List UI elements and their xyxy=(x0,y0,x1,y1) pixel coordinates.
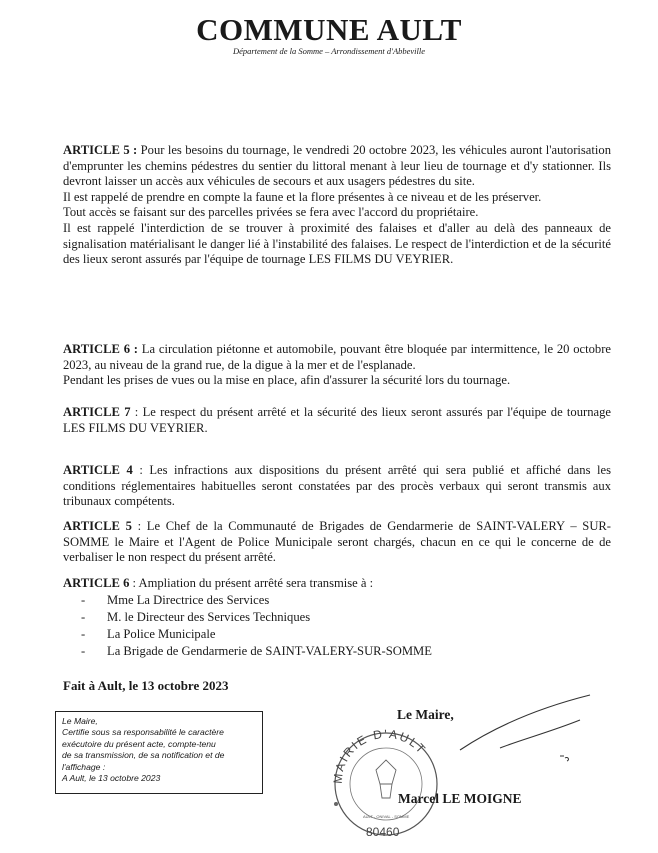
article-block xyxy=(63,463,611,510)
list-item: - Mme La Directrice des Services xyxy=(81,592,270,607)
article-block xyxy=(63,405,611,436)
article-block xyxy=(63,576,611,660)
article-paragraph: ARTICLE 7 : Le respect du présent arrêté et la sécurité des lieux seront assurés par l'équipe de tournage LES FILMS DU VEYRIER. xyxy=(63,405,611,435)
fait-a-date: Fait à Ault, le 13 octobre 2023 xyxy=(63,678,229,693)
article-paragraph: Il est rappelé l'interdiction de se trouver à proximité des falaises et d'aller au delà des panneaux de signalisation matérialisant le danger lié à l'instabilité des falaises. Le respect de l'interdiction et de la sécurité des lieux seront assurés par l'équipe de tournage LES FILMS DU VEYRIER. xyxy=(63,220,611,267)
article-label: ARTICLE 4 xyxy=(63,463,133,477)
seal-text-top: MAIRIE D'AULT xyxy=(330,726,430,785)
article-paragraph: Tout accès se faisant sur des parcelles privées se fera avec l'accord du propriétaire. xyxy=(63,205,479,220)
article-block xyxy=(63,342,611,389)
article-paragraph: ARTICLE 6 : Ampliation du présent arrêté sera transmise à : xyxy=(63,576,374,590)
article-label: ARTICLE 5 xyxy=(63,519,132,533)
article-label: ARTICLE 6 : xyxy=(63,342,138,356)
article-label: ARTICLE 6 xyxy=(63,576,130,590)
certification-line: A Ault, le 13 octobre 2023 xyxy=(62,773,161,784)
certification-line: Le Maire, xyxy=(62,716,98,726)
article-label: ARTICLE 5 : xyxy=(63,143,138,157)
mayor-name: Marcel LE MOIGNE xyxy=(398,791,522,806)
certification-line: Certifie sous sa responsabilité le caractère xyxy=(62,727,224,738)
certification-box xyxy=(55,711,263,794)
list-item: - La Police Municipale xyxy=(81,626,216,641)
article-paragraph: ARTICLE 4 : Les infractions aux dispositions du présent arrêté qui sera publié et affiché dans les conditions réglementaires habituelles seront constatées par des procès verbaux qui seront transmis aux tribunaux compétents. xyxy=(63,463,611,509)
article-label: ARTICLE 7 xyxy=(63,405,131,419)
mayor-label: Le Maire, xyxy=(397,707,454,722)
article-block xyxy=(63,143,611,268)
article-paragraph: Il est rappelé de prendre en compte la faune et la flore présentes à ce niveau et de les préserver. xyxy=(63,189,542,204)
article-paragraph: Pendant les prises de vues ou la mise en place, afin d'assurer la sécurité lors du tournage. xyxy=(63,373,511,388)
mairie-seal-stamp xyxy=(328,722,443,840)
commune-title: COMMUNE AULT xyxy=(196,12,462,47)
article-paragraph: ARTICLE 5 : Pour les besoins du tournage, le vendredi 20 octobre 2023, les véhicules auront l'autorisation d'emprunter les chemins pédestres du sentier du littoral menant à leur lieu de tournage et d'y stationner. Ils devront laisser un accès aux véhicules de secours et aux usagers pédestres du site. xyxy=(63,143,611,189)
seal-text-bottom: 80460 xyxy=(366,825,400,839)
certification-line: de sa transmission, de sa notification et de xyxy=(62,750,225,761)
certification-line: exécutoire du présent acte, compte-tenu xyxy=(62,738,216,749)
list-item: - La Brigade de Gendarmerie de SAINT-VALERY-SUR-SOMME xyxy=(81,643,432,658)
svg-text:MAIRIE D'AULT xyxy=(331,727,430,784)
seal-small-text: AULT - ONIVAL - SOMME xyxy=(363,814,410,819)
recipient-list xyxy=(83,592,611,660)
signature-scribble xyxy=(440,690,600,765)
article-block xyxy=(63,519,611,566)
list-item: - M. le Directeur des Services Techniques xyxy=(81,609,311,624)
certification-line: l'affichage : xyxy=(62,761,106,772)
article-paragraph: ARTICLE 5 : Le Chef de la Communauté de Brigades de Gendarmerie de SAINT-VALERY – SUR-SOMME le Maire et l'Agent de Police Municipale seront chargés, chacun en ce qui le concerne de de verbaliser le non respect du présent arrêté. xyxy=(63,519,612,565)
commune-subtitle: Département de la Somme – Arrondissement d'Abbeville xyxy=(232,46,426,56)
article-paragraph: ARTICLE 6 : La circulation piétonne et automobile, pouvant être bloquée par intermittence, le 20 octobre 2023, au niveau de la grand rue, de la digue à la mer et de l'esplanade. xyxy=(63,342,611,372)
